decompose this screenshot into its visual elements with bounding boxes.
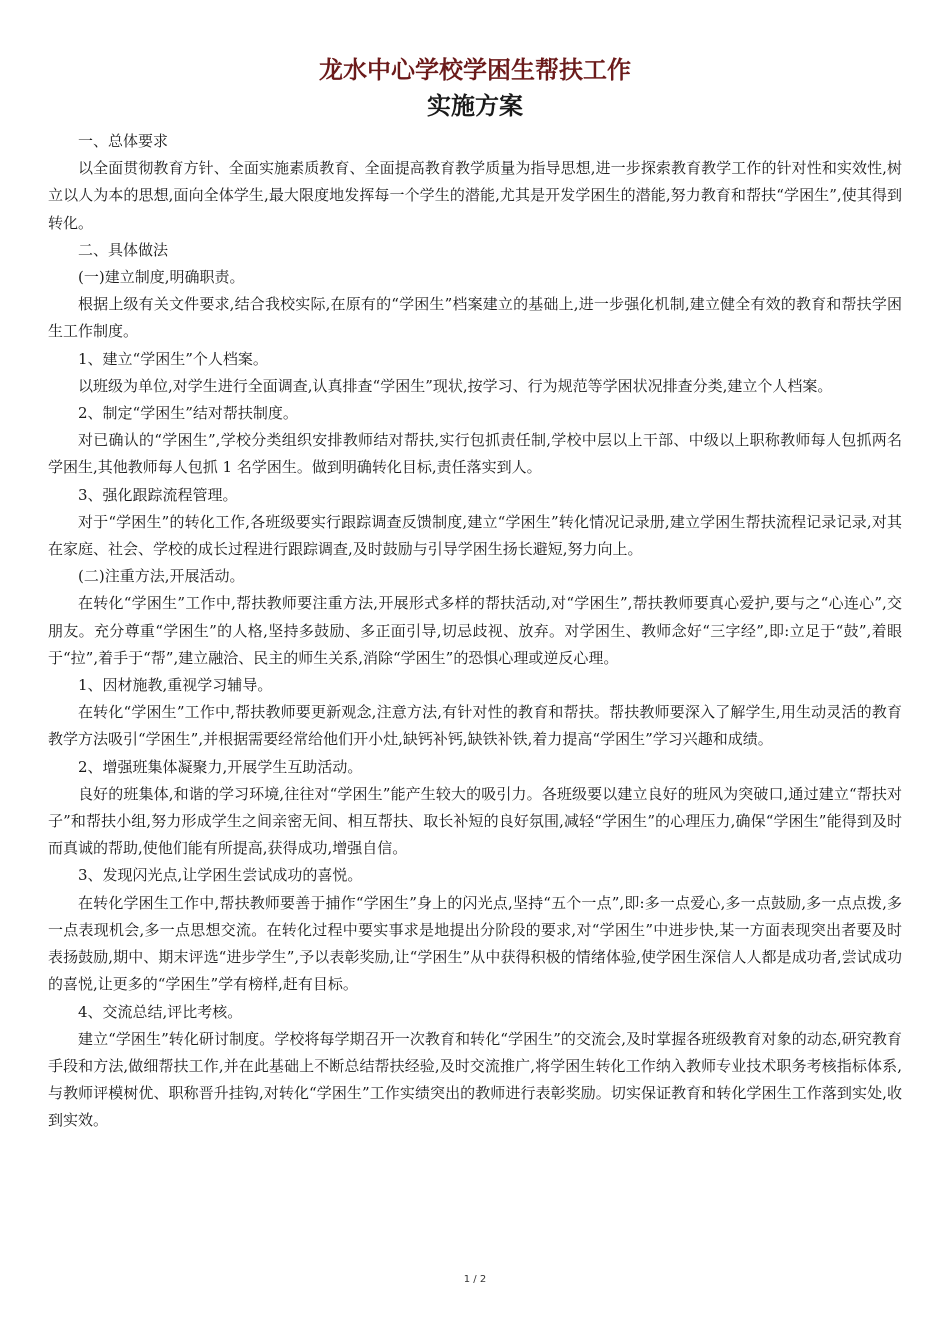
paragraph: 根据上级有关文件要求,结合我校实际,在原有的“学困生”档案建立的基础上,进一步强化机制,建立健全有效的教育和帮扶学困生工作制度。 — [48, 295, 902, 341]
subheading: 4、交流总结,评比考核。 — [78, 1002, 243, 1021]
paragraph: 在转化学困生工作中,帮扶教师要善于捕作“学困生”身上的闪光点,坚持“五个一点”,即:多一点爱心,多一点鼓励,多一点点拨,多一点表现机会,多一点思想交流。在转化过程中要实事求是地提出分阶段的要求,对“学困生”中进步快,某一方面表现突出者要及时表扬鼓励,期中、期末评选“进步学生”,予以表彰奖励,让“学困生”从中获得积极的情绪体验,使学困生深信人人都是成功者,尝试成功的喜悦,让更多的“学困生”学有榜样,赶有目标。 — [48, 893, 902, 994]
subheading: (二)注重方法,开展活动。 — [78, 567, 245, 586]
subheading: 1、建立“学困生”个人档案。 — [78, 349, 268, 368]
subheading: 1、因材施教,重视学习辅导。 — [78, 676, 273, 695]
heading-specific-methods: 二、具体做法 — [78, 240, 169, 259]
paragraph: 建立“学困生”转化研讨制度。学校将每学期召开一次教育和转化“学困生”的交流会,及时掌握各班级教育对象的动态,研究教育手段和方法,做细帮扶工作,并在此基础上不断总结帮扶经验,及时交流推广,将学困生转化工作纳入教师专业技术职务考核指标体系,与教师评模树优、职称晋升挂钩,对转化“学困生”工作实绩突出的教师进行表彰奖励。切实保证教育和转化学困生工作落到实处,收到实效。 — [48, 1029, 902, 1130]
subheading: (一)建立制度,明确职责。 — [78, 268, 245, 287]
paragraph: 以班级为单位,对学生进行全面调查,认真排查“学困生”现状,按学习、行为规范等学困状况排查分类,建立个人档案。 — [78, 376, 833, 395]
paragraph: 对已确认的“学困生”,学校分类组织安排教师结对帮扶,实行包抓责任制,学校中层以上干部、中级以上职称教师每人包抓两名学困生,其他教师每人包抓 1 名学困生。做到明确转化目标,责任落实到人。 — [48, 431, 902, 477]
subheading: 3、发现闪光点,让学困生尝试成功的喜悦。 — [78, 866, 363, 885]
paragraph: 良好的班集体,和谐的学习环境,往往对“学困生”能产生较大的吸引力。各班级要以建立良好的班风为突破口,通过建立“帮扶对子”和帮扶小组,努力形成学生之间亲密无间、相互帮扶、取长补短的良好氛围,减轻“学困生”的心理压力,确保“学困生”能得到及时而真诚的帮助,使他们能有所提高,获得成功,增强自信。 — [48, 784, 902, 858]
subheading: 2、制定“学困生”结对帮扶制度。 — [78, 404, 298, 423]
page-number: 1 / 2 — [463, 1274, 487, 1285]
paragraph: 以全面贯彻教育方针、全面实施素质教育、全面提高教育教学质量为指导思想,进一步探索教育教学工作的针对性和实效性,树立以人为本的思想,面向全体学生,最大限度地发挥每一个学生的潜能,尤其是开发学困生的潜能,努力教育和帮扶“学困生”,使其得到转化。 — [48, 159, 902, 232]
subheading: 3、强化跟踪流程管理。 — [78, 485, 238, 504]
paragraph: 在转化“学困生”工作中,帮扶教师要更新观念,注意方法,有针对性的教育和帮扶。帮扶教师要深入了解学生,用生动灵活的教育教学方法吸引“学困生”,并根据需要经常给他们开小灶,缺钙补钙,缺铁补铁,着力提高“学困生”学习兴趣和成绩。 — [48, 703, 902, 749]
heading-overall-requirements: 一、总体要求 — [78, 132, 169, 150]
paragraph: 对于“学困生”的转化工作,各班级要实行跟踪调查反馈制度,建立“学困生”转化情况记录册,建立学困生帮扶流程记录记录,对其在家庭、社会、学校的成长过程进行跟踪调查,及时鼓励与引导学困生扬长避短,努力向上。 — [48, 512, 902, 559]
document-subtitle: 实施方案 — [427, 92, 523, 120]
document-body — [48, 128, 902, 1135]
document-title: 龙水中心学校学困生帮扶工作 — [319, 56, 631, 84]
subheading: 2、增强班集体凝聚力,开展学生互助活动。 — [78, 757, 363, 776]
paragraph: 在转化“学困生”工作中,帮扶教师要注重方法,开展形式多样的帮扶活动,对“学困生”,帮扶教师要真心爱护,要与之“心连心”,交朋友。充分尊重“学困生”的人格,坚持多鼓励、多正面引导,切忌歧视、放弃。对学困生、教师念好“三字经”,即:立足于“鼓”,着眼于“拉”,着手于“帮”,建立融洽、民主的师生关系,消除“学困生”的恐惧心理或逆反心理。 — [48, 594, 902, 667]
